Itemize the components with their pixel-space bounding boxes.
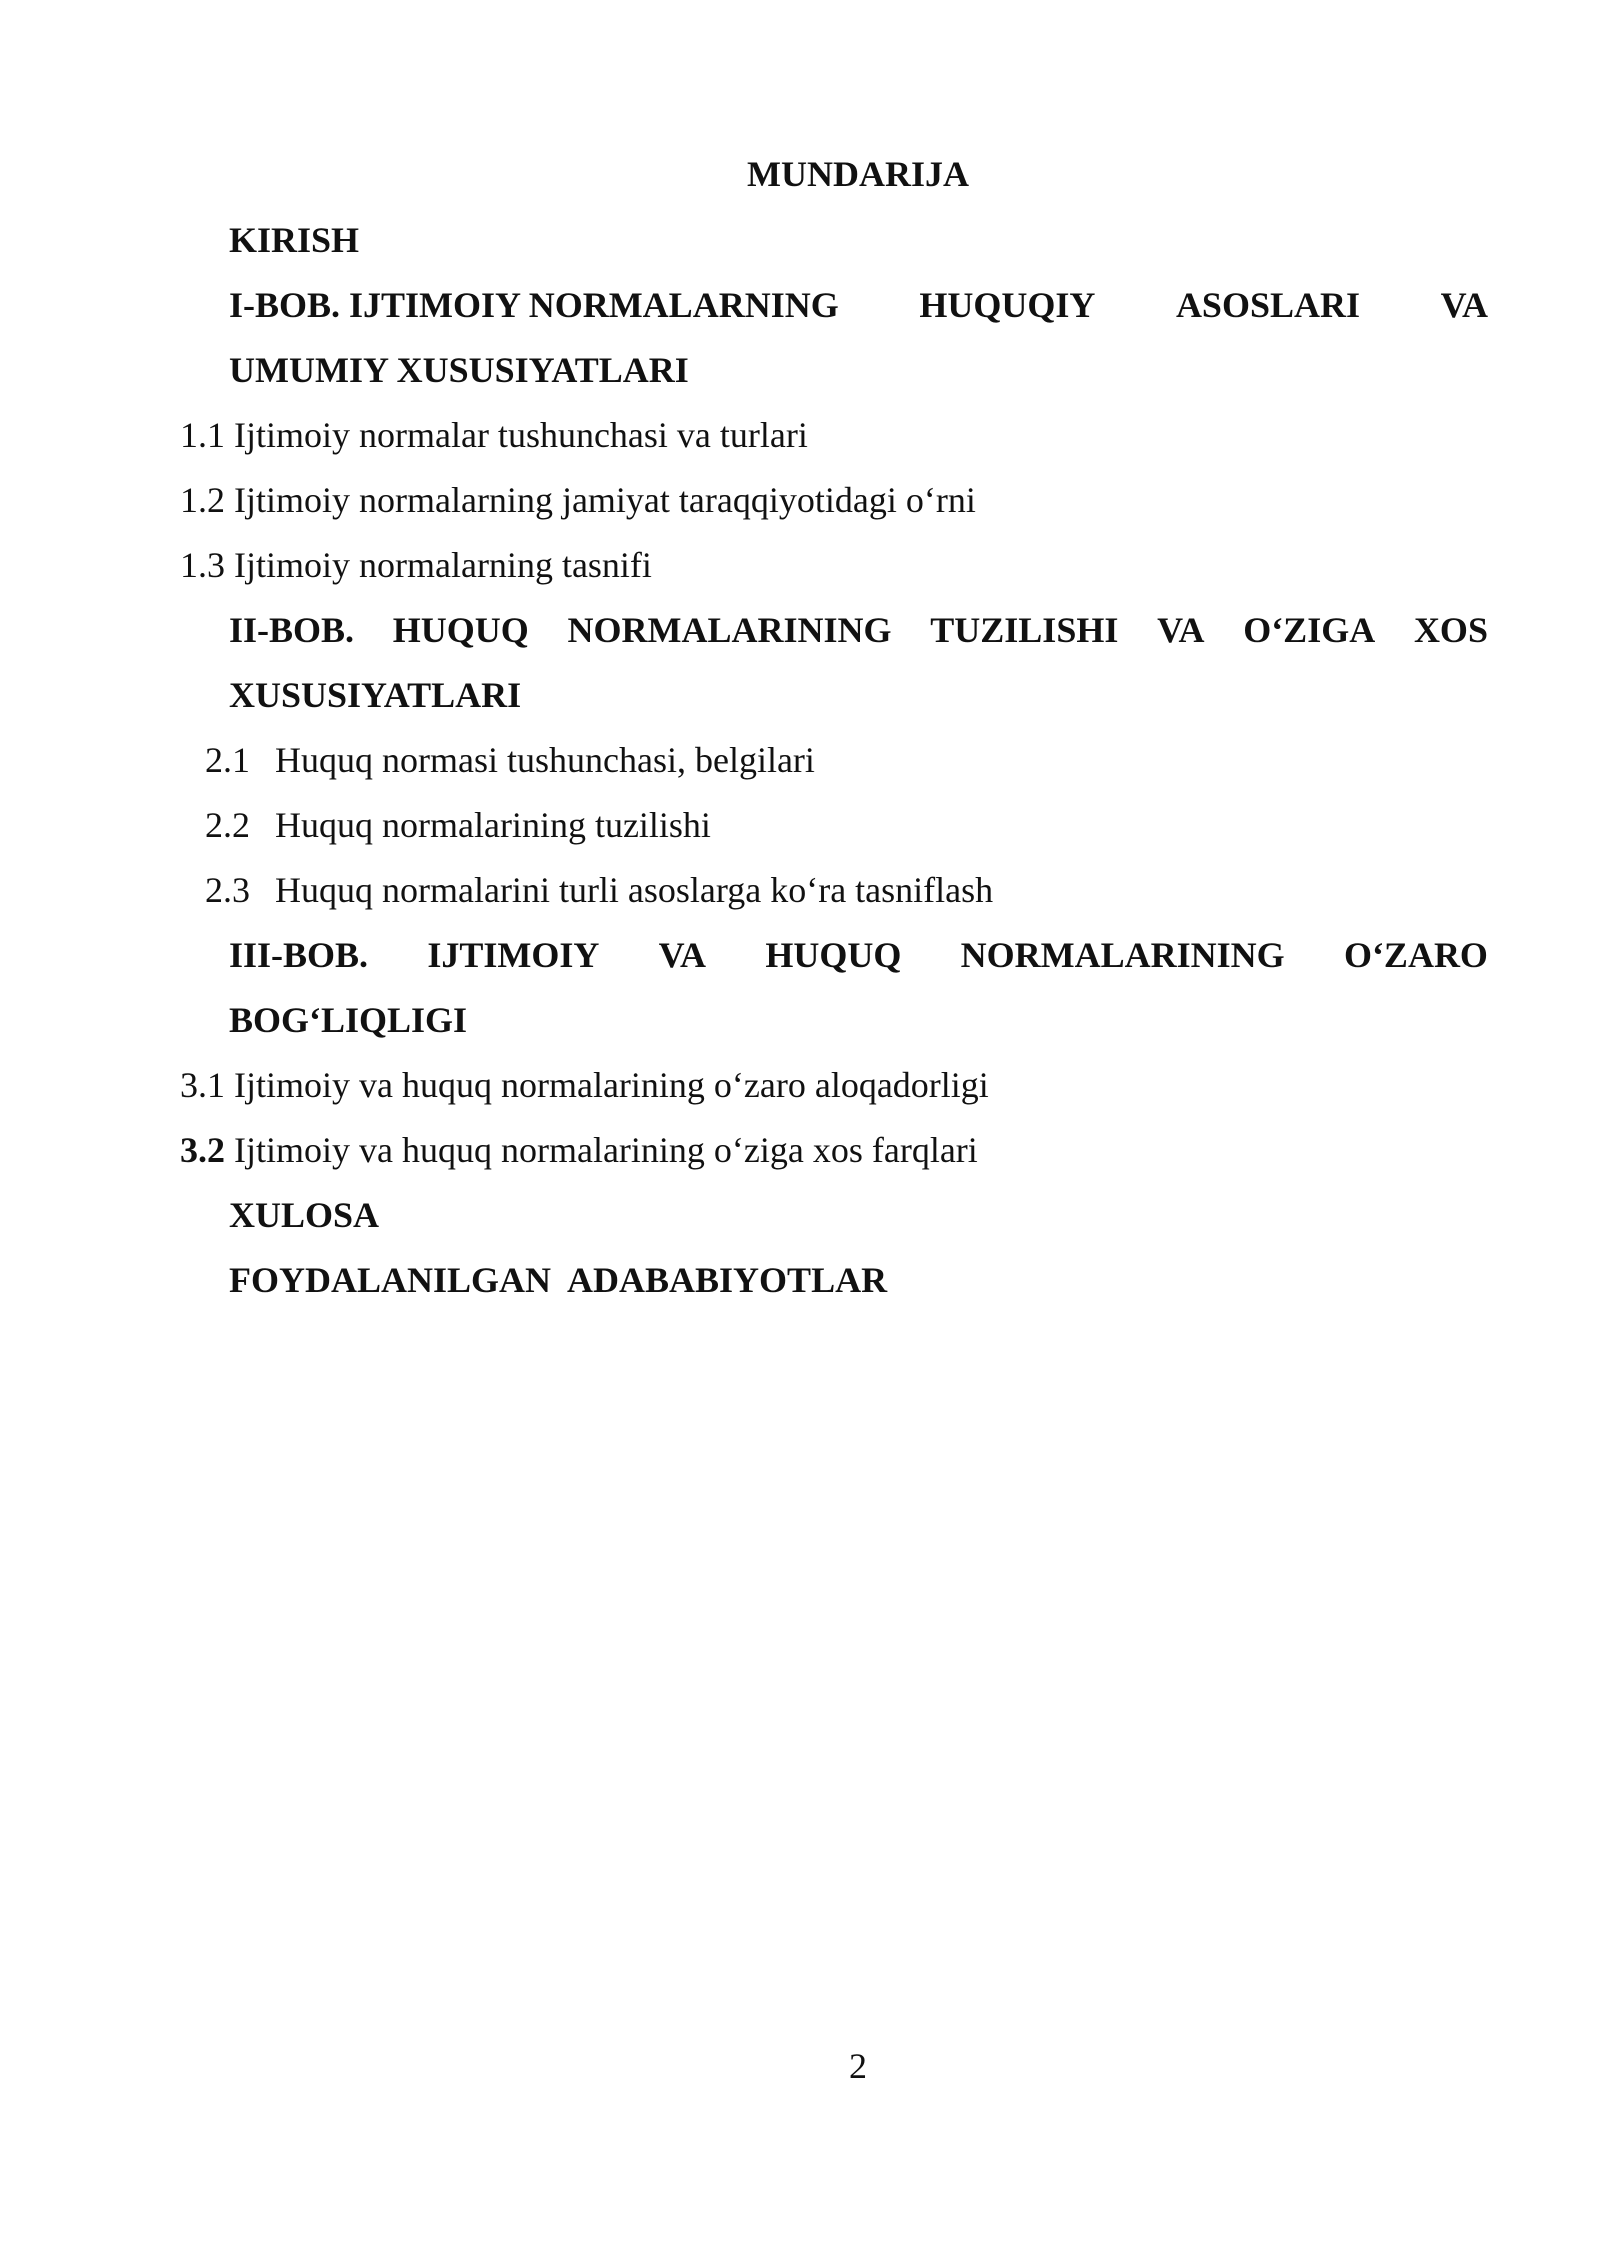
toc-entry-3-2 — [180, 1128, 978, 1172]
toc-entry-text: Ijtimoiy normalar tushunchasi va turlari — [234, 415, 808, 455]
chapter-1-heading-word: I-BOB. IJTIMOIY NORMALARNING — [229, 285, 839, 325]
toc-entry-number: 3.1 — [180, 1065, 225, 1105]
chapter-2-heading-word: O‘ZIGA — [1243, 610, 1376, 650]
toc-entry-number: 2.2 — [205, 805, 250, 845]
chapter-1-heading-word: ASOSLARI — [1175, 285, 1360, 325]
chapter-3-heading-word: O‘ZARO — [1343, 935, 1488, 975]
chapter-1-heading-word: HUQUQIY — [919, 285, 1096, 325]
chapter-3-heading-line-1 — [229, 933, 1488, 977]
toc-entry-1-1 — [180, 413, 808, 457]
toc-entry-text: Huquq normasi tushunchasi, belgilari — [275, 740, 815, 780]
toc-entry-number: 2.1 — [205, 740, 250, 780]
chapter-3-heading-word: VA — [658, 935, 707, 975]
chapter-2-heading-word: TUZILISHI — [930, 610, 1119, 650]
toc-entry-xulosa: XULOSA — [229, 1195, 380, 1235]
chapter-3-heading-word: NORMALARINING — [960, 935, 1285, 975]
toc-entry-number: 2.3 — [205, 870, 250, 910]
toc-entry-2-3 — [205, 868, 993, 912]
toc-entry-text: Ijtimoiy va huquq normalarining o‘zaro aloqadorligi — [234, 1065, 989, 1105]
chapter-2-heading-word: NORMALARINING — [567, 610, 892, 650]
chapter-1-heading-line-2: UMUMIY XUSUSIYATLARI — [229, 350, 689, 390]
toc-entry-2-1 — [205, 738, 815, 782]
toc-entry-number: 1.1 — [180, 415, 225, 455]
chapter-2-heading-word: VA — [1157, 610, 1205, 650]
chapter-2-heading-word: XOS — [1413, 610, 1488, 650]
chapter-1-heading-word: VA — [1440, 285, 1488, 325]
toc-entry-text: Ijtimoiy normalarning tasnifi — [234, 545, 652, 585]
toc-entry-text: Huquq normalarining tuzilishi — [275, 805, 711, 845]
toc-entry-text: Ijtimoiy va huquq normalarining o‘ziga xos farqlari — [234, 1130, 978, 1170]
toc-entry-text: Huquq normalarini turli asoslarga ko‘ra tasniflash — [275, 870, 994, 910]
toc-entry-1-2 — [180, 478, 976, 522]
toc-entry-number: 1.2 — [180, 480, 225, 520]
chapter-3-heading-word: IJTIMOIY — [427, 935, 600, 975]
toc-entry-adabiyotlar: FOYDALANILGAN ADABABIYOTLAR — [229, 1260, 888, 1300]
chapter-2-heading-word: HUQUQ — [392, 610, 529, 650]
toc-title: MUNDARIJA — [747, 154, 969, 194]
chapter-1-heading-line-1 — [229, 283, 1488, 327]
toc-entry-number: 1.3 — [180, 545, 225, 585]
chapter-2-heading-line-1 — [229, 608, 1488, 652]
toc-entry-3-1 — [180, 1063, 989, 1107]
toc-entry-text: Ijtimoiy normalarning jamiyat taraqqiyotidagi o‘rni — [234, 480, 976, 520]
toc-entry-number: 3.2 — [180, 1130, 225, 1170]
toc-entry-1-3 — [180, 543, 652, 587]
toc-entry-kirish: KIRISH — [229, 220, 360, 260]
page-number: 2 — [849, 2046, 867, 2086]
chapter-3-heading-word: HUQUQ — [765, 935, 902, 975]
toc-entry-2-2 — [205, 803, 711, 847]
chapter-3-heading-line-2: BOG‘LIQLIGI — [229, 1000, 468, 1040]
chapter-2-heading-line-2: XUSUSIYATLARI — [229, 675, 522, 715]
chapter-2-heading-word: II-BOB. — [229, 610, 355, 650]
chapter-3-heading-word: III-BOB. — [229, 935, 369, 975]
